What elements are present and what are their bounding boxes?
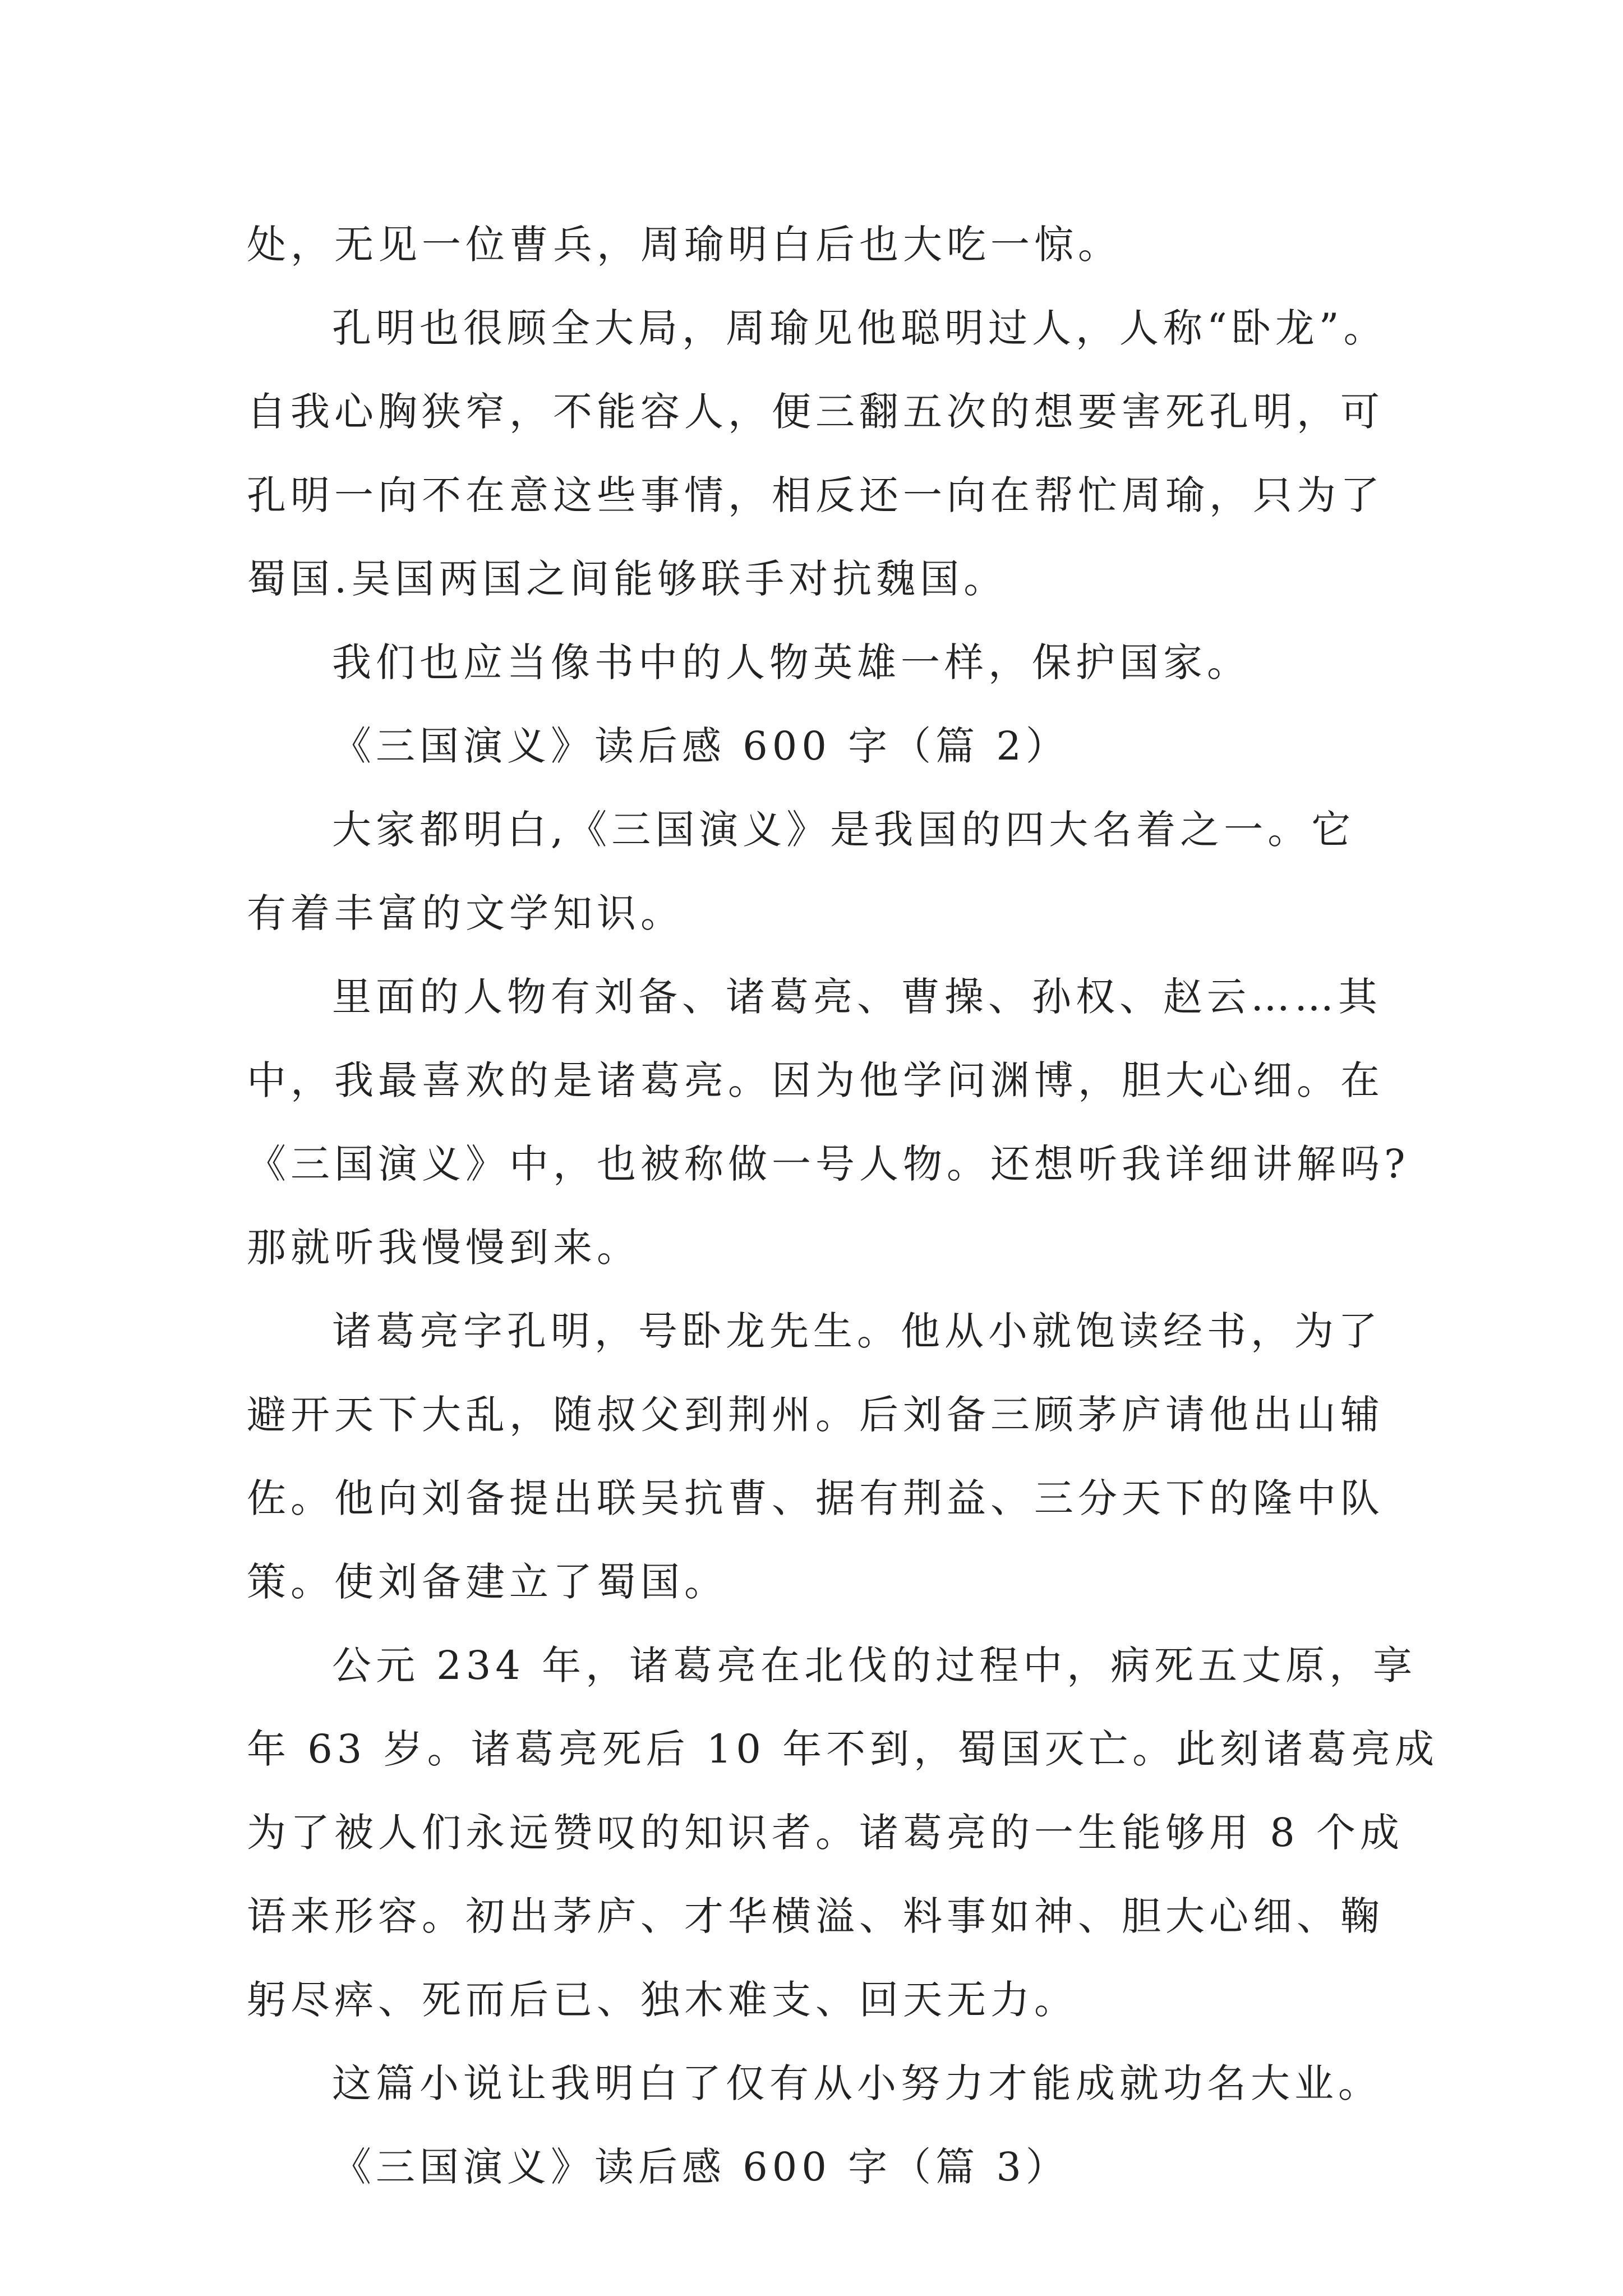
text-line: 处，无见一位曹兵，周瑜明白后也大吃一惊。: [247, 222, 1122, 268]
text-line: 孔明一向不在意这些事情，相反还一向在帮忙周瑜，只为了: [247, 472, 1384, 518]
section-heading: 《三国演义》读后感 600 字（篇 2）: [332, 723, 1069, 769]
section-heading: 《三国演义》读后感 600 字（篇 3）: [332, 2144, 1069, 2190]
text-line: 自我心胸狭窄，不能容人，便三翻五次的想要害死孔明，可: [247, 389, 1384, 435]
text-line: 避开天下大乱，随叔父到荆州。后刘备三顾茅庐请他出山辅: [247, 1392, 1384, 1438]
text-line: 中，我最喜欢的是诸葛亮。因为他学问渊博，胆大心细。在: [247, 1057, 1384, 1103]
text-line: 这篇小说让我明白了仅有从小努力才能成就功名大业。: [332, 2060, 1382, 2106]
text-line: 语来形容。初出茅庐、才华横溢、料事如神、胆大心细、鞠: [247, 1893, 1384, 1939]
text-line: 蜀国.吴国两国之间能够联手对抗魏国。: [247, 556, 1008, 602]
text-line: 公元 234 年，诸葛亮在北伐的过程中，病死五丈原，享: [332, 1642, 1417, 1688]
text-line: 年 63 岁。诸葛亮死后 10 年不到，蜀国灭亡。此刻诸葛亮成: [247, 1726, 1439, 1772]
document-body: [247, 203, 1439, 2209]
text-line: 有着丰富的文学知识。: [247, 890, 684, 936]
text-line: 孔明也很顾全大局，周瑜见他聪明过人，人称“卧龙”。: [332, 305, 1387, 351]
text-line: 诸葛亮字孔明，号卧龙先生。他从小就饱读经书，为了: [332, 1308, 1382, 1354]
text-line: 躬尽瘁、死而后已、独木难支、回天无力。: [247, 1977, 1078, 2023]
text-line: 里面的人物有刘备、诸葛亮、曹操、孙权、赵云……其: [332, 974, 1382, 1020]
text-line: 策。使刘备建立了蜀国。: [247, 1559, 728, 1605]
text-line: 大家都明白,《三国演义》是我国的四大名着之一。它: [332, 807, 1355, 853]
text-line: 佐。他向刘备提出联吴抗曹、据有荆益、三分天下的隆中队: [247, 1475, 1384, 1521]
text-line: 我们也应当像书中的人物英雄一样，保护国家。: [332, 639, 1251, 685]
text-line: 为了被人们永远赞叹的知识者。诸葛亮的一生能够用 8 个成: [247, 1810, 1404, 1856]
text-line: 那就听我慢慢到来。: [247, 1225, 640, 1271]
text-line: 《三国演义》中，也被称做一号人物。还想听我详细讲解吗?: [247, 1141, 1410, 1187]
